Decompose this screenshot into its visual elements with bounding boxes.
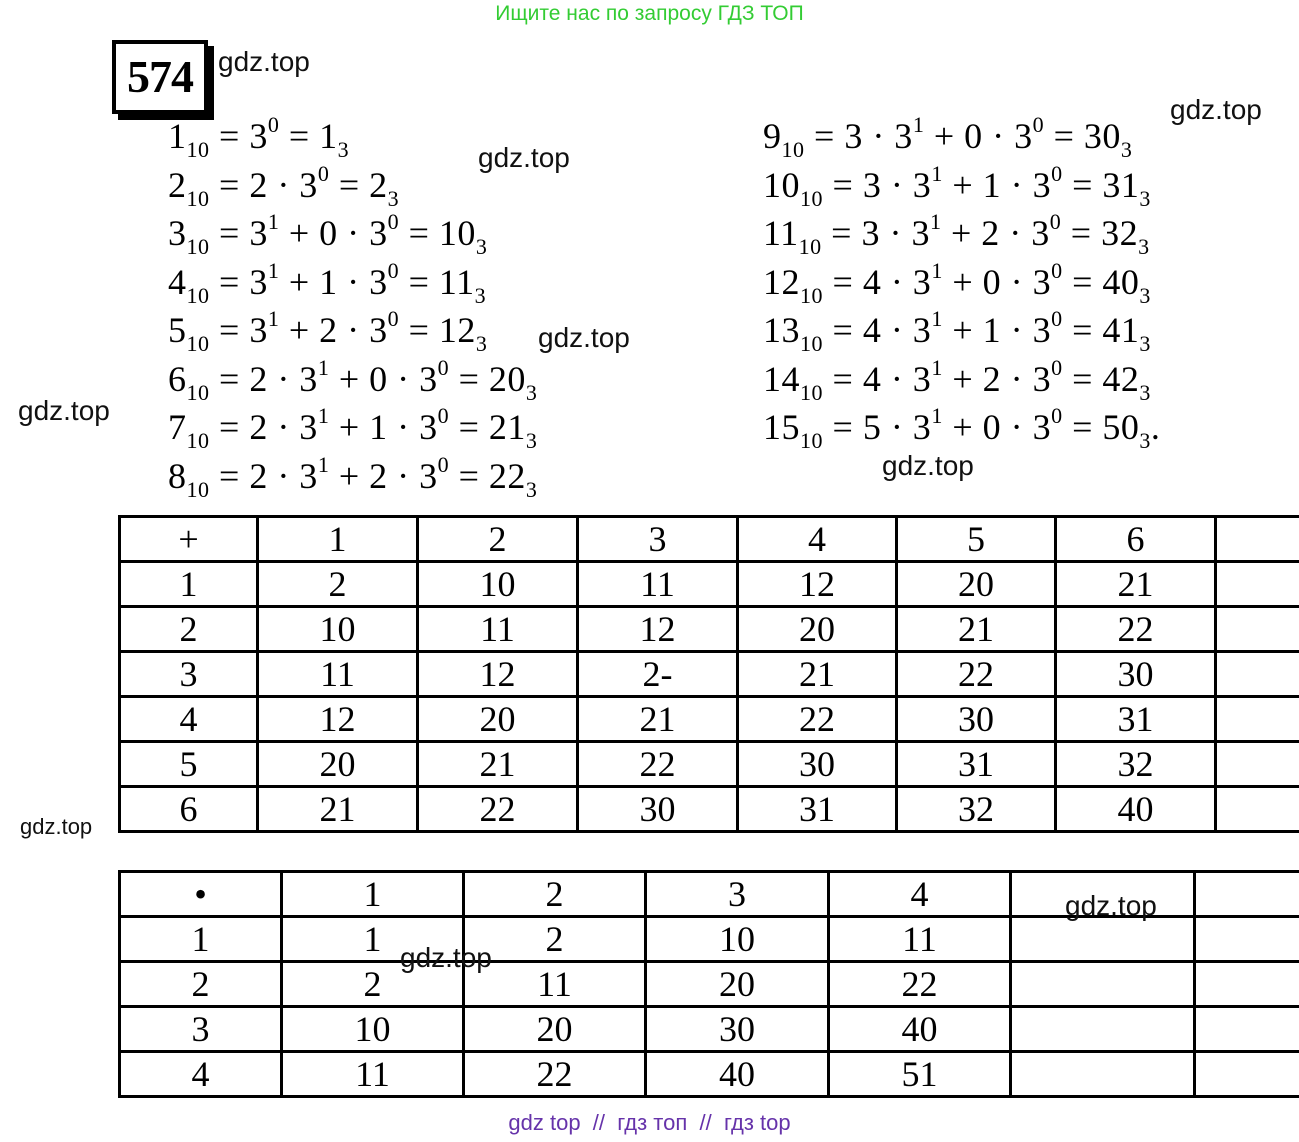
equation-term: = 31 xyxy=(1062,164,1140,205)
table-row-label: 6 xyxy=(120,787,258,832)
table-cell: 2- xyxy=(578,652,738,697)
table-cell: 21 xyxy=(897,607,1056,652)
watermark: gdz.top xyxy=(538,322,630,353)
table-header-cell: 5 xyxy=(897,517,1056,562)
equation-term: = 11 xyxy=(399,261,475,302)
addition-table xyxy=(118,515,1299,833)
table-cell: 22 xyxy=(738,697,897,742)
base-subscript: 3 xyxy=(1139,282,1151,308)
watermark: gdz.top xyxy=(400,942,492,973)
equation-line: $5_{10} = 3^1 + 2 \cdot 3^0 = 12_3$ xyxy=(168,306,488,356)
base-subscript: 10 xyxy=(781,137,805,162)
exponent: 0 xyxy=(387,306,400,331)
base-subscript: 3 xyxy=(475,331,488,356)
table-header-cell: 2 xyxy=(464,872,646,917)
equation-lhs: 9 xyxy=(763,116,782,156)
equation-line: $9_{10} = 3 \cdot 3^1 + 0 \cdot 3^0 = 30_3$ xyxy=(763,112,1133,162)
table-cell: 2 xyxy=(258,562,418,607)
table-cell: 10 xyxy=(646,917,829,962)
exponent: 1 xyxy=(317,451,330,477)
equation-line: $10_{10} = 3 \cdot 3^1 + 1 \cdot 3^0 = 31_3$ xyxy=(763,160,1151,211)
exponent: 1 xyxy=(931,160,943,186)
table-cell: 22 xyxy=(829,962,1011,1007)
equation-line: $7_{10} = 2 \cdot 3^1 + 1 \cdot 3^0 = 21_3$ xyxy=(168,403,538,453)
table-header-cell: 3 xyxy=(578,517,738,562)
exponent: 1 xyxy=(267,209,280,234)
equation-term: 2 · 3 xyxy=(249,407,318,447)
equation-term: = 30 xyxy=(1044,116,1121,156)
table-cell: 1 xyxy=(282,917,464,962)
exponent: 1 xyxy=(267,306,280,331)
exponent: 0 xyxy=(437,403,450,428)
equation-term: 3 · 3 xyxy=(844,116,913,156)
equation-term: = 12 xyxy=(399,310,476,350)
equation-term: 4 · 3 xyxy=(862,261,932,302)
equations-left-column xyxy=(168,112,537,500)
table-cell xyxy=(1195,917,1299,962)
equation-line: $6_{10} = 2 \cdot 3^1 + 0 \cdot 3^0 = 20_3$ xyxy=(168,354,538,405)
table-cell: 32 xyxy=(897,787,1056,832)
table-cell: 11 xyxy=(829,917,1011,962)
table-row xyxy=(120,787,1299,832)
equation-term: + 0 · 3 xyxy=(942,407,1052,447)
table-cell: 11 xyxy=(464,962,646,1007)
table-cell: 22 xyxy=(897,652,1056,697)
equation-line: $4_{10} = 3^1 + 1 \cdot 3^0 = 11_3$ xyxy=(168,257,487,308)
table-cell: 32 xyxy=(1056,742,1216,787)
exponent: 0 xyxy=(317,160,330,186)
table-header-cell: + xyxy=(120,517,258,562)
table-row-label: 2 xyxy=(120,607,258,652)
equation-term: + 0 · 3 xyxy=(924,116,1033,156)
table-row-label: 4 xyxy=(120,697,258,742)
equation-term: = 2 xyxy=(329,164,388,205)
base-subscript: 10 xyxy=(186,331,210,356)
equation-term: + 1 · 3 xyxy=(942,164,1052,205)
table-cell: 11 xyxy=(418,607,578,652)
table-cell: 12 xyxy=(258,697,418,742)
equation-lhs: 8 xyxy=(168,455,187,496)
base-subscript: 3 xyxy=(474,282,487,308)
base-subscript: 10 xyxy=(186,476,210,502)
exponent: 0 xyxy=(437,354,450,380)
exponent: 0 xyxy=(387,257,400,283)
equation-lhs: 5 xyxy=(168,310,187,350)
base-subscript: 3 xyxy=(525,379,538,405)
base-subscript: 10 xyxy=(186,379,210,405)
equation-term: 2 · 3 xyxy=(249,455,318,496)
table-cell: 12 xyxy=(418,652,578,697)
table-cell xyxy=(1195,1052,1299,1097)
exponent: 1 xyxy=(317,354,330,380)
exponent: 0 xyxy=(1051,160,1063,186)
watermark: gdz.top xyxy=(218,46,310,77)
equation-term: = 50 xyxy=(1062,407,1140,447)
table-row xyxy=(120,1052,1299,1097)
watermark: gdz.top xyxy=(1170,94,1262,125)
equation-term: . xyxy=(1150,407,1161,447)
base-subscript: 3 xyxy=(1139,331,1151,356)
base-subscript: 3 xyxy=(337,137,350,162)
equation-term: 4 · 3 xyxy=(862,310,932,350)
table-header-cell: 1 xyxy=(282,872,464,917)
equation-term: + 2 · 3 xyxy=(329,455,438,496)
base-subscript: 10 xyxy=(800,379,823,405)
equation-lhs: 4 xyxy=(168,261,187,302)
equation-term: + 1 · 3 xyxy=(329,407,438,447)
equation-line: $11_{10} = 3 \cdot 3^1 + 2 \cdot 3^0 = 32_3$ xyxy=(763,209,1150,259)
table-cell: 21 xyxy=(738,652,897,697)
equation-term: = 22 xyxy=(449,455,526,496)
equation-lhs: 3 xyxy=(168,213,187,253)
table-cell: 21 xyxy=(418,742,578,787)
table-cell xyxy=(1216,562,1299,607)
base-subscript: 3 xyxy=(1138,234,1150,259)
exponent: 0 xyxy=(1051,306,1063,331)
search-banner: Ищите нас по запросу ГДЗ ТОП xyxy=(495,2,804,25)
base-subscript: 3 xyxy=(525,476,538,502)
table-row-label: 3 xyxy=(120,1007,282,1052)
table-cell xyxy=(1216,652,1299,697)
table-header-cell: 3 xyxy=(646,872,829,917)
equation-line: $12_{10} = 4 \cdot 3^1 + 0 \cdot 3^0 = 40_3$ xyxy=(763,257,1151,308)
table-cell: 20 xyxy=(897,562,1056,607)
base-subscript: 10 xyxy=(186,234,210,259)
equation-term: = 32 xyxy=(1061,213,1139,253)
table-header-cell: 2 xyxy=(418,517,578,562)
table-cell: 10 xyxy=(258,607,418,652)
table-cell: 2 xyxy=(282,962,464,1007)
table-cell: 11 xyxy=(282,1052,464,1097)
table-cell: 31 xyxy=(897,742,1056,787)
table-cell: 11 xyxy=(258,652,418,697)
table-row-label: 3 xyxy=(120,652,258,697)
table-header-cell xyxy=(1195,872,1299,917)
equation-term: 3 xyxy=(249,310,268,350)
base-subscript: 10 xyxy=(800,185,823,211)
watermark: gdz.top xyxy=(20,814,93,839)
exponent: 1 xyxy=(267,257,280,283)
exponent: 0 xyxy=(387,209,400,234)
base-subscript: 10 xyxy=(186,282,210,308)
table-row-label: 1 xyxy=(120,917,282,962)
base-subscript: 3 xyxy=(475,234,488,259)
watermark: gdz.top xyxy=(478,142,570,173)
table-cell: 2 xyxy=(464,917,646,962)
equation-line: $15_{10} = 5 \cdot 3^1 + 0 \cdot 3^0 = 50_3$. xyxy=(763,403,1161,453)
table-cell: 30 xyxy=(578,787,738,832)
table-cell: 21 xyxy=(258,787,418,832)
equation-term: + 1 · 3 xyxy=(942,310,1052,350)
table-row xyxy=(120,607,1299,652)
base-subscript: 10 xyxy=(800,428,823,453)
equation-term: + 0 · 3 xyxy=(329,358,438,399)
exponent: 1 xyxy=(931,403,943,428)
equation-lhs: 15 xyxy=(763,407,800,447)
equation-term: 3 · 3 xyxy=(861,213,930,253)
table-cell: 20 xyxy=(646,962,829,1007)
base-subscript: 10 xyxy=(186,428,210,453)
exponent: 0 xyxy=(437,451,450,477)
table-cell: 10 xyxy=(418,562,578,607)
equation-term: + 0 · 3 xyxy=(279,213,388,253)
base-subscript: 3 xyxy=(1139,428,1151,453)
table-row xyxy=(120,917,1299,962)
table-cell: 40 xyxy=(646,1052,829,1097)
table-row xyxy=(120,1007,1299,1052)
equation-line: $2_{10} = 2 \cdot 3^0 = 2_3$ xyxy=(168,160,400,211)
base-subscript: 10 xyxy=(800,331,823,356)
equation-lhs: 6 xyxy=(168,358,187,399)
equation-term: = 20 xyxy=(449,358,526,399)
table-header-cell: 4 xyxy=(829,872,1011,917)
table-cell: 22 xyxy=(464,1052,646,1097)
equation-line: $3_{10} = 3^1 + 0 \cdot 3^0 = 10_3$ xyxy=(168,209,488,259)
equation-lhs: 14 xyxy=(763,358,800,399)
table-cell: 10 xyxy=(282,1007,464,1052)
equation-line: $8_{10} = 2 \cdot 3^1 + 2 \cdot 3^0 = 22_3$ xyxy=(168,451,538,502)
table-header-cell: 1 xyxy=(258,517,418,562)
base-subscript: 3 xyxy=(387,185,400,211)
equation-term: = 21 xyxy=(449,407,526,447)
equation-term: 5 · 3 xyxy=(862,407,932,447)
table-cell: 12 xyxy=(738,562,897,607)
exponent: 0 xyxy=(1051,354,1063,380)
table-cell: 12 xyxy=(578,607,738,652)
equation-term: + 2 · 3 xyxy=(279,310,388,350)
table-cell: 22 xyxy=(418,787,578,832)
footer-watermark: gdz top // гдз топ // гдз top xyxy=(508,1110,791,1135)
base-subscript: 10 xyxy=(186,185,210,211)
table-cell xyxy=(1011,1052,1195,1097)
exponent: 1 xyxy=(912,112,925,137)
equation-term: = 1 xyxy=(279,116,338,156)
table-cell: 30 xyxy=(738,742,897,787)
exponent: 1 xyxy=(931,306,943,331)
problem-number: 574 xyxy=(112,40,208,114)
equation-term: 4 · 3 xyxy=(862,358,932,399)
table-row xyxy=(120,962,1299,1007)
equation-term: = 40 xyxy=(1062,261,1140,302)
table-header-cell: • xyxy=(120,872,282,917)
equation-lhs: 2 xyxy=(168,164,187,205)
equation-term: = 10 xyxy=(399,213,476,253)
table-header-row xyxy=(120,517,1299,562)
table-cell xyxy=(1216,697,1299,742)
table-row xyxy=(120,697,1299,742)
equations-right-column xyxy=(763,112,1160,452)
table-row-label: 2 xyxy=(120,962,282,1007)
equation-term: 3 xyxy=(249,261,268,302)
watermark: gdz.top xyxy=(882,450,974,481)
equation-lhs: 11 xyxy=(763,213,799,253)
base-subscript: 10 xyxy=(800,282,823,308)
equation-term: + 2 · 3 xyxy=(941,213,1050,253)
base-subscript: 3 xyxy=(1139,185,1151,211)
exponent: 0 xyxy=(1049,209,1062,234)
table-cell xyxy=(1011,962,1195,1007)
table-cell xyxy=(1216,787,1299,832)
table-cell: 31 xyxy=(1056,697,1216,742)
table-cell xyxy=(1195,1007,1299,1052)
table-cell: 30 xyxy=(646,1007,829,1052)
equation-term: + 0 · 3 xyxy=(942,261,1052,302)
table-cell: 21 xyxy=(1056,562,1216,607)
base-subscript: 10 xyxy=(186,137,210,162)
table-header-cell: 4 xyxy=(738,517,897,562)
watermark: gdz.top xyxy=(1065,890,1157,921)
equation-term: + 1 · 3 xyxy=(279,261,388,302)
table-cell: 11 xyxy=(578,562,738,607)
base-subscript: 3 xyxy=(1139,379,1151,405)
table-row xyxy=(120,742,1299,787)
exponent: 0 xyxy=(1051,257,1063,283)
equation-term: + 2 · 3 xyxy=(942,358,1052,399)
equation-lhs: 1 xyxy=(168,116,187,156)
equation-lhs: 12 xyxy=(763,261,800,302)
exponent: 0 xyxy=(1032,112,1045,137)
table-header-cell: 6 xyxy=(1056,517,1216,562)
equation-lhs: 7 xyxy=(168,407,187,447)
exponent: 1 xyxy=(317,403,330,428)
table-row xyxy=(120,562,1299,607)
equation-term: = 41 xyxy=(1062,310,1140,350)
table-header-cell xyxy=(1216,517,1299,562)
table-cell: 51 xyxy=(829,1052,1011,1097)
watermark: gdz.top xyxy=(18,395,110,426)
table-row-label: 1 xyxy=(120,562,258,607)
table-cell: 30 xyxy=(897,697,1056,742)
table-cell xyxy=(1216,607,1299,652)
equation-term: 2 · 3 xyxy=(249,164,318,205)
table-cell: 40 xyxy=(1056,787,1216,832)
table-cell: 20 xyxy=(738,607,897,652)
table-cell: 31 xyxy=(738,787,897,832)
table-cell xyxy=(1216,742,1299,787)
table-cell: 20 xyxy=(464,1007,646,1052)
table-cell xyxy=(1011,1007,1195,1052)
base-subscript: 3 xyxy=(1120,137,1133,162)
table-cell: 20 xyxy=(418,697,578,742)
table-cell: 21 xyxy=(578,697,738,742)
equation-lhs: 10 xyxy=(763,164,800,205)
exponent: 1 xyxy=(931,354,943,380)
exponent: 0 xyxy=(267,112,280,137)
equation-term: 3 · 3 xyxy=(862,164,932,205)
exponent: 1 xyxy=(931,257,943,283)
table-cell: 30 xyxy=(1056,652,1216,697)
base-subscript: 10 xyxy=(798,234,822,259)
table-row-label: 4 xyxy=(120,1052,282,1097)
exponent: 0 xyxy=(1051,403,1063,428)
exponent: 1 xyxy=(929,209,942,234)
table-cell: 22 xyxy=(578,742,738,787)
equation-line: $14_{10} = 4 \cdot 3^1 + 2 \cdot 3^0 = 42_3$ xyxy=(763,354,1151,405)
equation-term: = 42 xyxy=(1062,358,1140,399)
table-cell: 22 xyxy=(1056,607,1216,652)
equation-term: 3 xyxy=(249,213,268,253)
table-cell xyxy=(1011,917,1195,962)
base-subscript: 3 xyxy=(525,428,538,453)
equation-lhs: 13 xyxy=(763,310,800,350)
table-row-label: 5 xyxy=(120,742,258,787)
equation-line: $13_{10} = 4 \cdot 3^1 + 1 \cdot 3^0 = 41_3$ xyxy=(763,306,1151,356)
table-cell: 40 xyxy=(829,1007,1011,1052)
equation-term: 3 xyxy=(249,116,268,156)
table-cell xyxy=(1195,962,1299,1007)
equation-term: 2 · 3 xyxy=(249,358,318,399)
table-cell: 20 xyxy=(258,742,418,787)
table-row xyxy=(120,652,1299,697)
equation-line: $1_{10} = 3^0 = 1_3$ xyxy=(168,112,350,162)
